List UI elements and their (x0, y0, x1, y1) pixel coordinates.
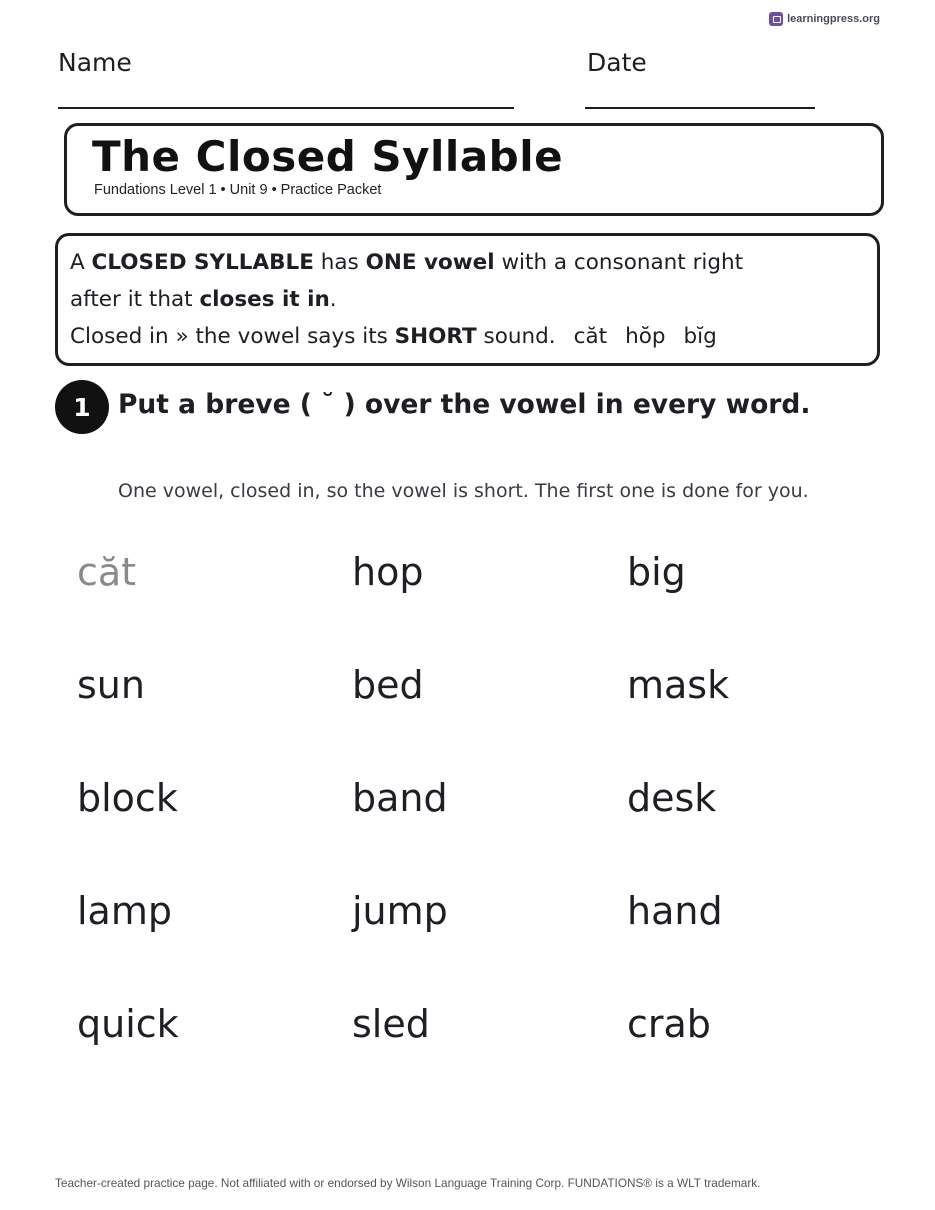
rule-text: after it that (70, 287, 200, 312)
rule-line-3 (70, 318, 865, 355)
word-item[interactable]: hand (627, 889, 723, 933)
page-title: The Closed Syllable (92, 132, 564, 181)
word-item[interactable]: quick (77, 1002, 179, 1046)
word-item[interactable]: sled (352, 1002, 430, 1046)
word-item[interactable]: jump (352, 889, 448, 933)
rule-emphasis: CLOSED SYLLABLE (91, 250, 314, 275)
book-icon (769, 12, 783, 26)
rule-text: Closed in » the vowel says its (70, 324, 395, 349)
date-field-line[interactable] (585, 107, 815, 109)
rule-text: A (70, 250, 92, 275)
step-number-badge: 1 (55, 380, 109, 434)
rule-example-word: căt (573, 324, 608, 349)
rule-line-2 (70, 281, 865, 318)
rule-text: with a consonant right (494, 250, 744, 275)
word-item[interactable]: desk (627, 776, 717, 820)
name-label: Name (58, 48, 132, 77)
name-field-line[interactable] (58, 107, 514, 109)
page-subtitle: Fundations Level 1 • Unit 9 • Practice Packet (94, 182, 382, 198)
rule-emphasis: SHORT (394, 324, 477, 349)
word-item[interactable]: big (627, 550, 686, 594)
rule-text: has (313, 250, 366, 275)
word-item[interactable]: band (352, 776, 448, 820)
word-item[interactable]: mask (627, 663, 730, 707)
rule-emphasis: ONE vowel (365, 250, 495, 275)
rule-emphasis: closes it in (199, 287, 330, 312)
task-instruction: Put a breve ( ˘ ) over the vowel in every word. (118, 389, 811, 420)
rule-text: . (329, 287, 337, 312)
title-box (64, 123, 884, 216)
rule-box (55, 233, 880, 366)
rule-line-1 (70, 244, 865, 281)
rule-example-word: bĭg (683, 324, 717, 349)
date-label: Date (587, 48, 647, 77)
task-hint: One vowel, closed in, so the vowel is short. The first one is done for you. (118, 480, 809, 502)
brand-logo (769, 12, 880, 26)
rule-text: sound. (476, 324, 556, 349)
word-example: căt (77, 550, 137, 594)
word-item[interactable]: lamp (77, 889, 172, 933)
word-item[interactable]: sun (77, 663, 145, 707)
rule-example-word: hŏp (625, 324, 666, 349)
brand-name: learningpress.org (787, 13, 880, 25)
word-item[interactable]: block (77, 776, 178, 820)
word-item[interactable]: hop (352, 550, 424, 594)
word-item[interactable]: bed (352, 663, 424, 707)
footer-disclaimer: Teacher-created practice page. Not affiliated with or endorsed by Wilson Language Training Corp. FUNDATIONS® is a WLT trademark. (55, 1176, 761, 1190)
word-item[interactable]: crab (627, 1002, 711, 1046)
